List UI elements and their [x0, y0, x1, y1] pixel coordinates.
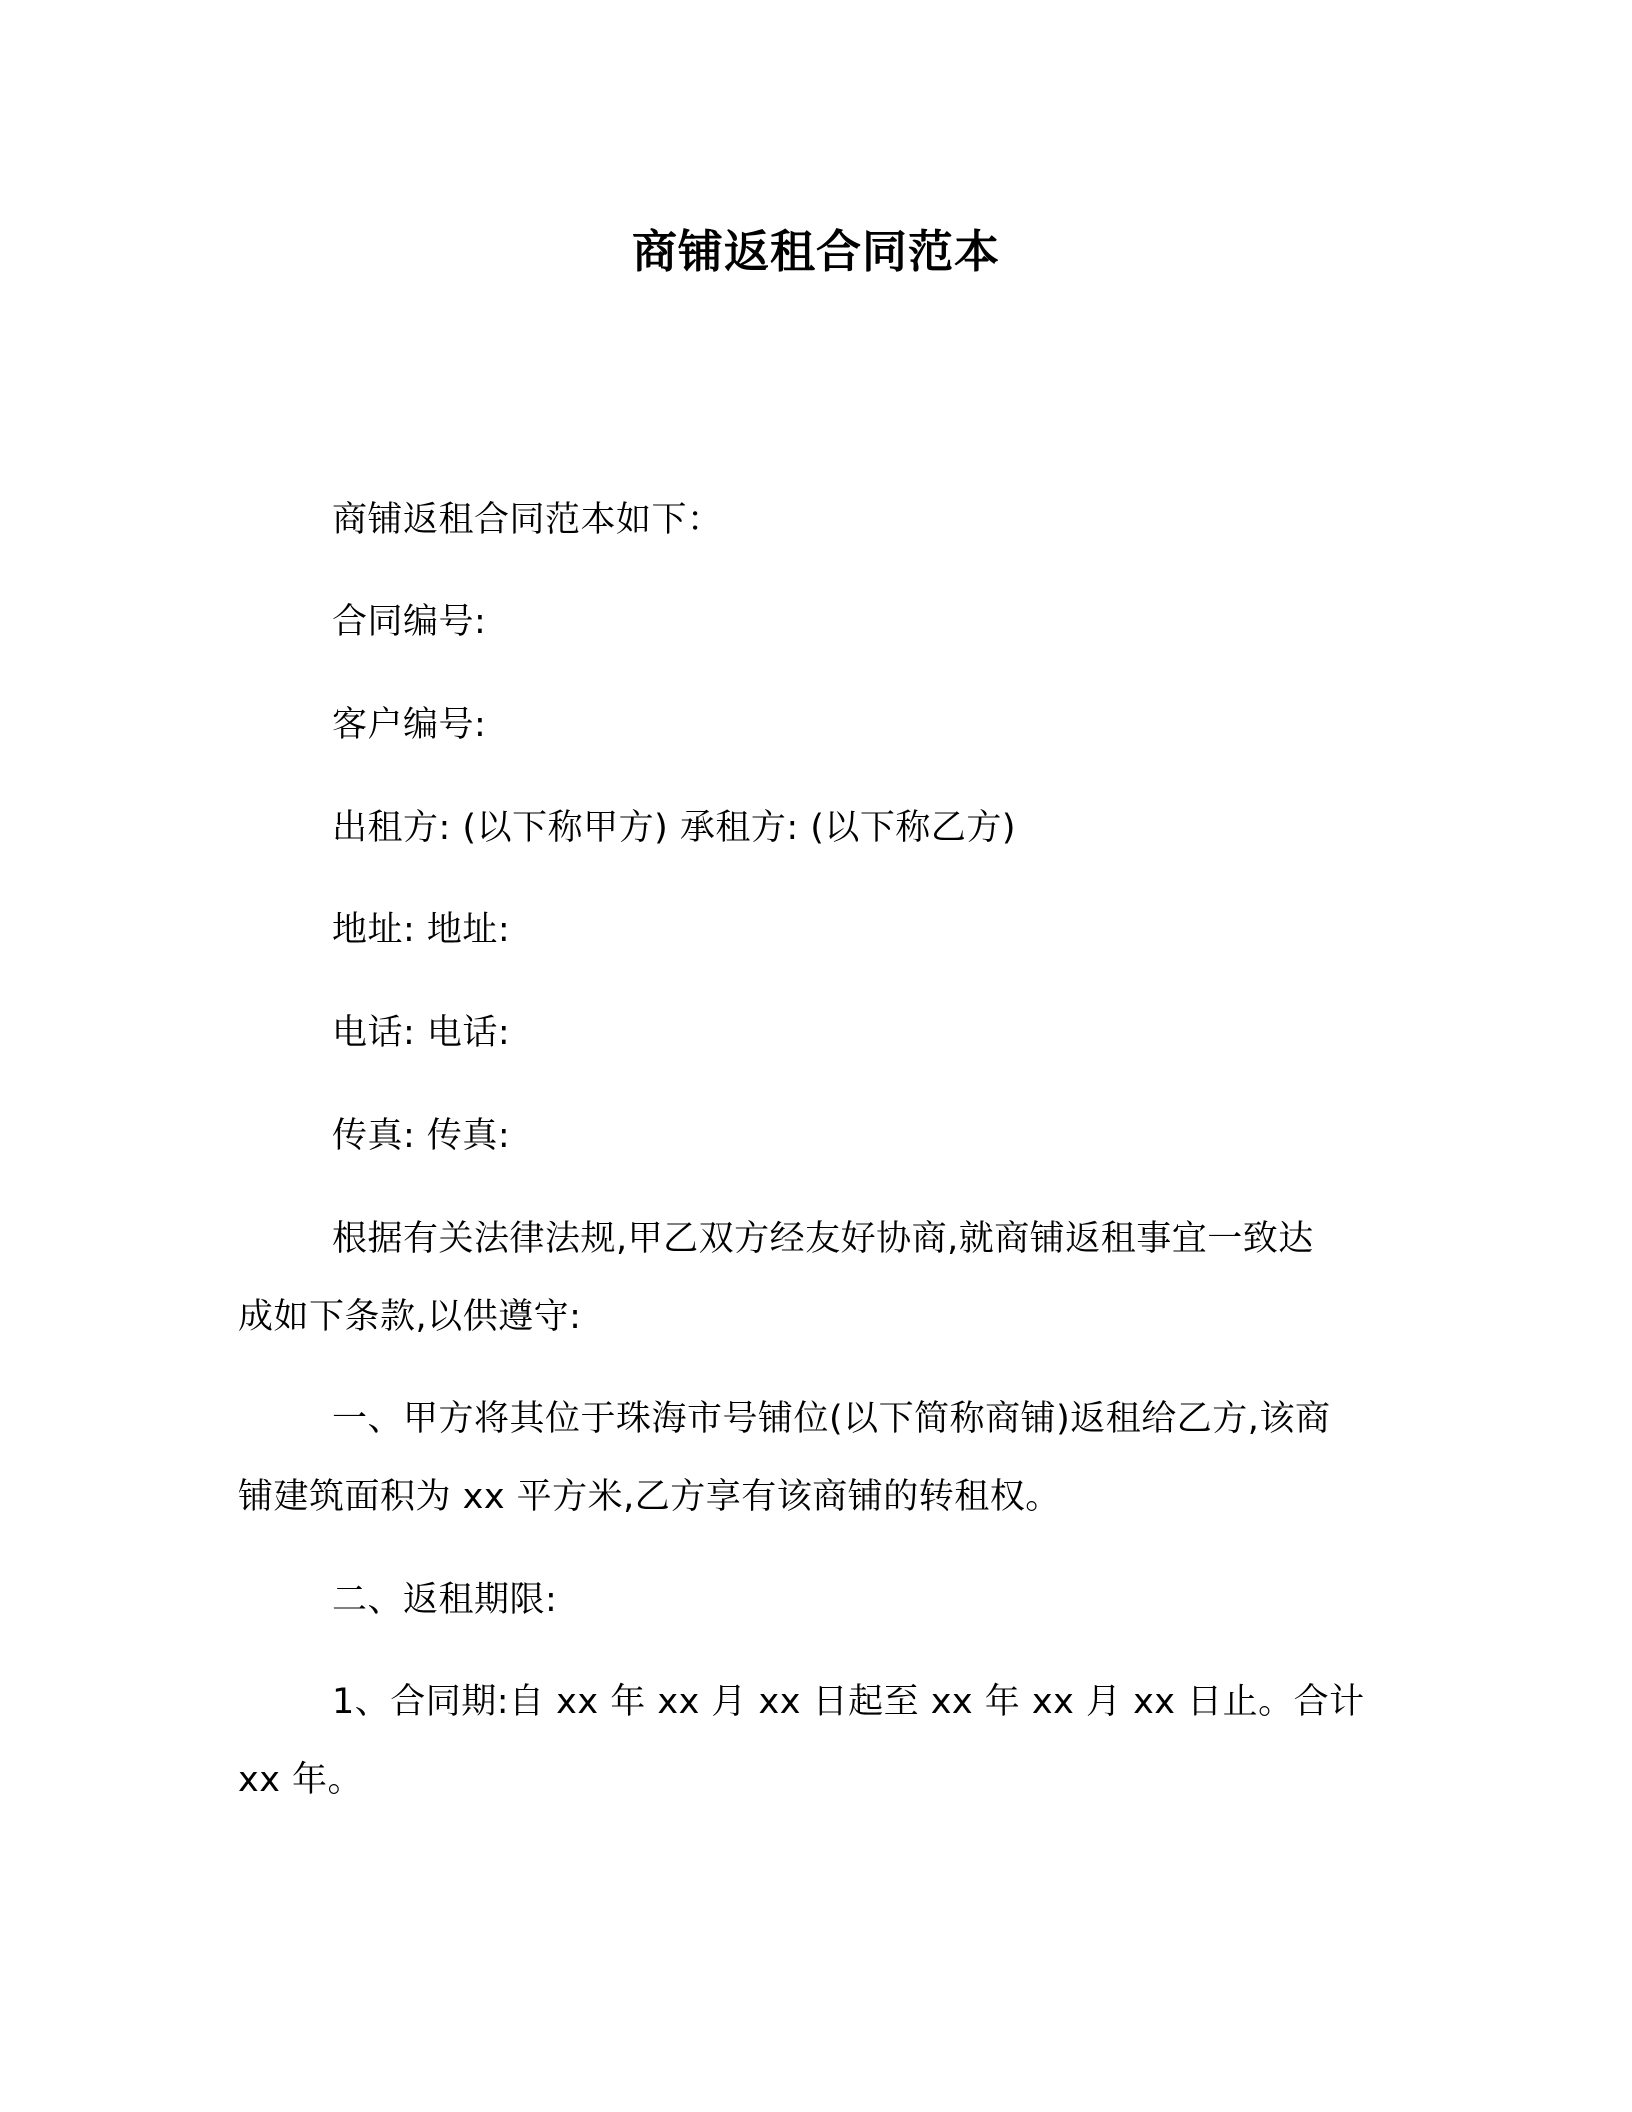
clause-2-item-1-line-1: 1、合同期:自 xx 年 xx 月 xx 日起至 xx 年 xx 月 xx 日止。合计 [332, 1682, 1365, 1722]
contract-number-field: 合同编号: [332, 602, 487, 642]
clause-1-line-2: 铺建筑面积为 xx 平方米,乙方享有该商铺的转租权。 [238, 1477, 1061, 1517]
phone-line: 电话: 电话: [332, 1013, 511, 1053]
clause-2-heading: 二、返租期限: [332, 1580, 558, 1620]
customer-number-field: 客户编号: [332, 705, 487, 745]
parties-line: 出租方: (以下称甲方) 承租方: (以下称乙方) [332, 808, 1017, 848]
document-title: 商铺返租合同范本 [631, 225, 1000, 278]
address-line: 地址: 地址: [332, 910, 511, 950]
clause-1-line-1: 一、甲方将其位于珠海市号铺位(以下简称商铺)返租给乙方,该商 [332, 1399, 1331, 1439]
intro-text: 商铺返租合同范本如下： [332, 500, 723, 540]
basis-paragraph-line-2: 成如下条款,以供遵守: [238, 1297, 582, 1337]
basis-paragraph-line-1: 根据有关法律法规,甲乙双方经友好协商,就商铺返租事宜一致达 [332, 1219, 1314, 1259]
clause-2-item-1-line-2: xx 年。 [238, 1760, 364, 1800]
fax-line: 传真: 传真: [332, 1116, 511, 1156]
